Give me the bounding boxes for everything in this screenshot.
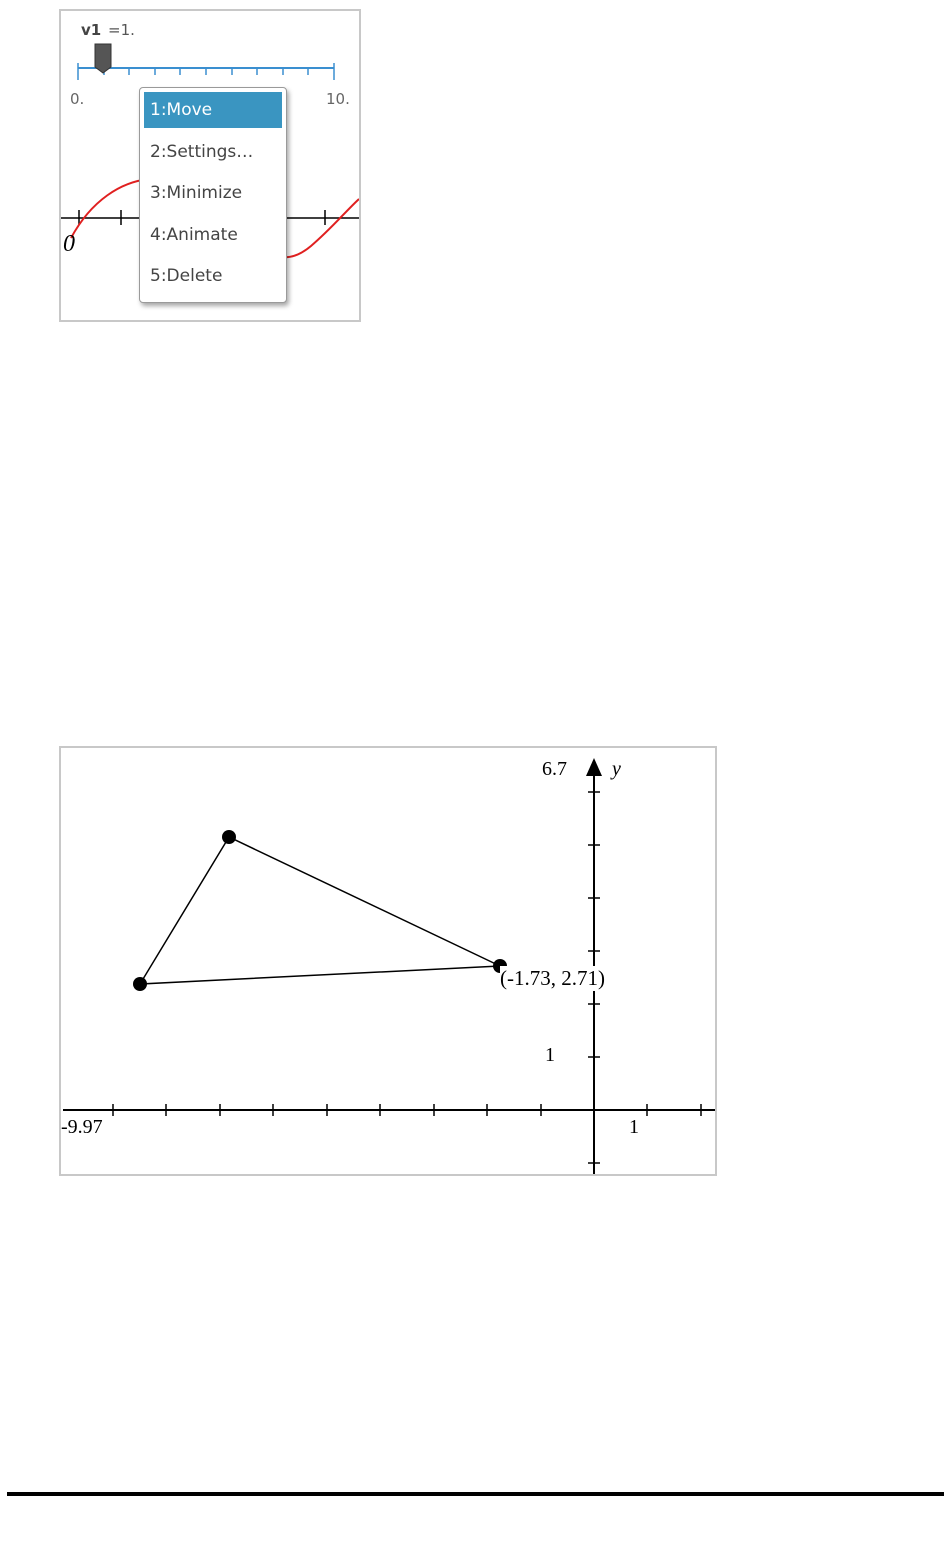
menu-item-delete[interactable]: 5:Delete — [150, 266, 223, 286]
y-axis-arrow-icon — [586, 758, 602, 776]
slider-ticks — [78, 63, 334, 80]
point-coordinates-label[interactable]: (-1.73, 2.71) — [500, 966, 605, 990]
context-menu — [139, 87, 287, 303]
slider-max-label: 10. — [326, 90, 350, 108]
origin-label: 0 — [63, 231, 75, 257]
triangle-vertex[interactable] — [222, 830, 236, 844]
triangle[interactable] — [140, 837, 500, 984]
page-divider — [7, 1492, 944, 1496]
slider-panel — [59, 9, 361, 322]
menu-item-animate[interactable]: 4:Animate — [150, 225, 238, 245]
slider-value: =1. — [108, 21, 135, 39]
menu-item-move[interactable]: 1:Move — [144, 92, 282, 128]
triangle-vertex[interactable] — [133, 977, 147, 991]
slider-thumb[interactable] — [95, 44, 111, 73]
graph-panel — [59, 746, 717, 1176]
slider-variable-name: v1 — [81, 21, 102, 39]
x-min-label: -9.97 — [61, 1116, 103, 1138]
menu-item-minimize[interactable]: 3:Minimize — [150, 183, 243, 203]
slider-min-label: 0. — [70, 90, 85, 108]
slider-label — [81, 21, 135, 39]
y-axis-label: y — [612, 758, 621, 780]
y-max-label: 6.7 — [542, 758, 567, 780]
coordinate-plane — [61, 748, 715, 1174]
menu-item-settings[interactable]: 2:Settings… — [150, 142, 254, 162]
y-unit-label: 1 — [545, 1044, 555, 1066]
x-unit-label: 1 — [629, 1116, 639, 1138]
